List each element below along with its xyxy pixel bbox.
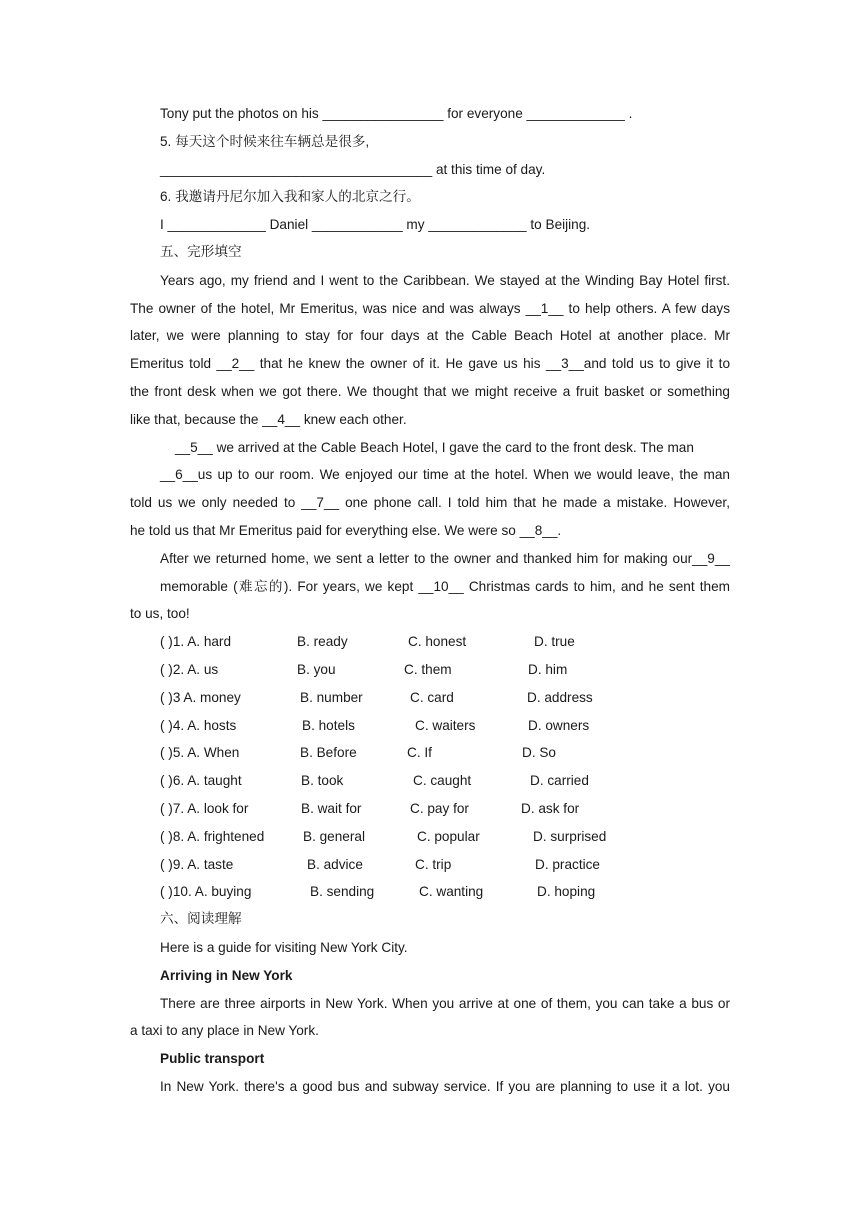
question-option-d: D. hoping xyxy=(537,884,596,900)
section-reading-heading: 六、阅读理解 xyxy=(160,911,242,928)
question-option-a: ( )4. A. hosts xyxy=(160,717,237,733)
question-option-b: B. took xyxy=(301,773,344,789)
passage-line: he told us that Mr Emeritus paid for everything else. We were so __8__. xyxy=(130,522,562,538)
passage-line: The owner of the hotel, Mr Emeritus, was nice and was always __1__ to help others. A few days xyxy=(130,300,730,316)
question-option-a: ( )7. A. look for xyxy=(160,800,249,816)
passage-line: to us, too! xyxy=(130,606,190,622)
question-option-d: D. carried xyxy=(530,773,589,789)
question-row xyxy=(130,684,730,712)
translation-q5-label: 5. 每天这个时候来往车辆总是很多, xyxy=(160,133,370,149)
question-option-d: D. address xyxy=(527,689,593,705)
translation-q6-label: 6. 我邀请丹尼尔加入我和家人的北京之行。 xyxy=(160,189,420,205)
question-option-b: B. number xyxy=(300,689,363,705)
question-option-d: D. ask for xyxy=(521,800,580,816)
question-row xyxy=(130,628,730,656)
question-option-c: C. honest xyxy=(408,634,467,650)
reading-paragraph-line: a taxi to any place in New York. xyxy=(130,1023,319,1039)
question-row xyxy=(130,795,730,823)
question-option-b: B. ready xyxy=(297,634,348,650)
question-option-a: ( )1. A. hard xyxy=(160,634,232,650)
question-option-c: C. pay for xyxy=(410,800,469,816)
question-option-d: D. him xyxy=(528,661,568,677)
question-option-a: ( )8. A. frightened xyxy=(160,828,265,844)
question-option-a: ( )9. A. taste xyxy=(160,856,234,872)
question-option-c: C. caught xyxy=(413,773,472,789)
reading-intro: Here is a guide for visiting New York City. xyxy=(160,939,408,955)
reading-paragraph-line: There are three airports in New York. When you arrive at one of them, you can take a bus or xyxy=(160,995,730,1011)
translation-q6-blank: I _____________ Daniel ____________ my _____________ to Beijing. xyxy=(160,217,591,233)
question-row xyxy=(130,767,730,795)
question-option-a: ( )3 A. money xyxy=(160,689,241,705)
question-row xyxy=(130,739,730,767)
question-option-c: C. trip xyxy=(415,856,452,872)
question-option-b: B. advice xyxy=(307,856,363,872)
question-row xyxy=(130,878,730,906)
question-option-d: D. owners xyxy=(528,717,590,733)
subheading-public-transport: Public transport xyxy=(160,1051,265,1067)
translation-q4-line: Tony put the photos on his ________________ for everyone _____________ . xyxy=(160,106,633,121)
question-option-a: ( )6. A. taught xyxy=(160,773,242,789)
question-option-d: D. surprised xyxy=(533,828,607,844)
question-option-a: ( )2. A. us xyxy=(160,661,219,677)
question-row xyxy=(130,851,730,879)
question-row xyxy=(130,656,730,684)
passage-line: __5__ we arrived at the Cable Beach Hotel, I gave the card to the front desk. The man xyxy=(175,439,694,455)
question-option-b: B. sending xyxy=(310,884,375,900)
passage-line: like that, because the __4__ knew each other. xyxy=(130,411,407,427)
question-option-d: D. So xyxy=(522,745,556,761)
reading-paragraph-line: In New York. there's a good bus and subway service. If you are planning to use it a lot. you xyxy=(160,1078,730,1094)
document-page xyxy=(130,100,730,1101)
question-option-c: C. wanting xyxy=(419,884,484,900)
subheading-arriving: Arriving in New York xyxy=(160,967,293,983)
question-option-c: C. them xyxy=(404,661,452,677)
passage-line: Years ago, my friend and I went to the Caribbean. We stayed at the Winding Bay Hotel first. xyxy=(160,272,730,288)
passage-line: Emeritus told __2__ that he knew the owner of it. He gave us his __3__and told us to give it to xyxy=(130,356,730,372)
question-option-b: B. hotels xyxy=(302,717,355,733)
passage-line: told us we only needed to __7__ one phone call. I told him that he made a mistake. However, xyxy=(130,495,730,511)
question-option-b: B. general xyxy=(303,828,365,844)
question-option-d: D. practice xyxy=(535,856,600,872)
question-row xyxy=(130,823,730,851)
passage-line: the front desk when we got there. We thought that we might receive a fruit basket or something xyxy=(130,383,730,399)
translation-q5-blank: ____________________________________ at this time of day. xyxy=(160,161,546,177)
question-option-d: D. true xyxy=(534,634,575,650)
passage-line: later, we were planning to stay for four days at the Cable Beach Hotel at another place. Mr xyxy=(130,328,730,344)
passage-line: memorable (难忘的). For years, we kept __10__ Christmas cards to him, and he sent them xyxy=(160,578,730,594)
passage-line: __6__us up to our room. We enjoyed our time at the hotel. When we would leave, the man xyxy=(160,467,730,483)
passage-line: After we returned home, we sent a letter to the owner and thanked him for making our__9__ xyxy=(160,550,730,566)
question-option-b: B. wait for xyxy=(301,800,362,816)
question-option-b: B. you xyxy=(297,661,336,677)
question-option-c: C. If xyxy=(407,745,432,761)
section-cloze-heading: 五、完形填空 xyxy=(160,243,242,260)
question-row xyxy=(130,712,730,740)
question-option-a: ( )10. A. buying xyxy=(160,884,252,900)
question-option-c: C. card xyxy=(410,689,454,705)
question-option-c: C. waiters xyxy=(415,717,476,733)
question-option-c: C. popular xyxy=(417,828,480,844)
question-option-b: B. Before xyxy=(300,745,357,761)
question-option-a: ( )5. A. When xyxy=(160,745,240,761)
